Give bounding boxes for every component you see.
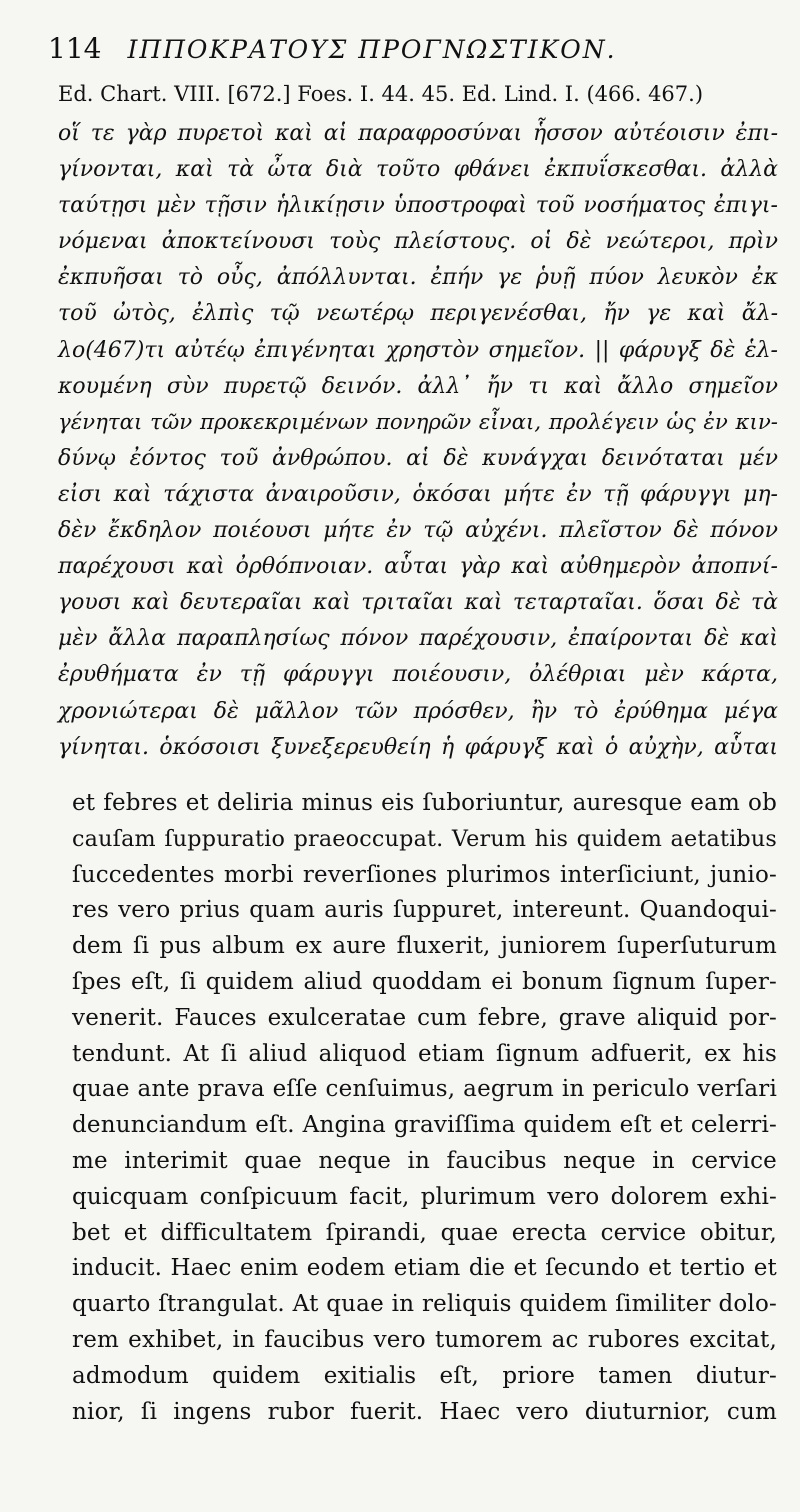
greek-line: δύνῳ ἐόντος τοῦ ἀνθρώπου. αἱ δὲ κυνάγχαι δεινόταται μέν	[58, 445, 778, 471]
latin-line: denunciandum eſt. Angina graviſſima quidem eſt et celerri-	[72, 1112, 777, 1139]
greek-line: νόμεναι ἀποκτείνουσι τοὺς πλείστους. οἱ δὲ νεώτεροι, πρὶν	[58, 229, 778, 255]
latin-line: cauſam ſuppuratio praeoccupat. Verum his quidem aetatibus	[72, 825, 777, 852]
latin-text-block	[72, 786, 777, 1430]
latin-line: tendunt. At ſi aliud aliquod etiam ſignum adfuerit, ex his	[72, 1040, 777, 1067]
latin-line: ſuccedentes morbi reverſiones plurimos interſiciunt, junio-	[72, 861, 777, 888]
greek-line: ταύτῃσι μὲν τῇσιν ἡλικίῃσιν ὑποστροφαὶ τοῦ νοσήματος ἐπιγι-	[58, 193, 778, 219]
greek-line: λο(467)τι αὐτέῳ ἐπιγένηται χρηστὸν σημεῖον. || φάρυγξ δὲ ἑλ-	[58, 337, 778, 363]
greek-line: γουσι καὶ δευτεραῖαι καὶ τριταῖαι καὶ τεταρταῖαι. ὅσαι δὲ τὰ	[58, 590, 778, 616]
latin-line: me interimit quae neque in faucibus neque in cervice	[72, 1147, 777, 1174]
greek-line: ἐρυθήματα ἐν τῇ φάρυγγι ποιέουσιν, ὀλέθριαι μὲν κάρτα,	[58, 662, 778, 688]
page-header	[48, 32, 768, 72]
latin-line: ſpes eſt, ſi quidem aliud quoddam ei bonum ſignum ſuper-	[72, 968, 777, 995]
edition-reference: Ed. Chart. VIII. [672.] Foes. I. 44. 45. Ed. Lind. I. (466. 467.)	[58, 82, 704, 106]
greek-line: δὲν ἔκδηλον ποιέουσι μήτε ἐν τῷ αὐχένι. πλεῖστον δὲ πόνον	[58, 518, 778, 544]
latin-line: inducit. Haec enim eodem etiam die et ſecundo et tertio et	[72, 1255, 777, 1282]
greek-line: οἵ τε γὰρ πυρετοὶ καὶ αἱ παραφροσύναι ἧσσον αὐτέοισιν ἐπι-	[58, 121, 778, 146]
latin-line: et febres et deliria minus eis ſuboriuntur, auresque eam ob	[72, 790, 777, 816]
latin-line: quarto ſtrangulat. At quae in reliquis quidem ſimiliter dolo-	[72, 1291, 777, 1318]
greek-line: κουμένη σὺν πυρετῷ δεινόν. ἀλλ᾽ ἤν τι καὶ ἄλλο σημεῖον	[58, 373, 778, 399]
greek-line: γίνηται. ὁκόσοισι ξυνεξερευθείη ἡ φάρυγξ καὶ ὁ αὐχὴν, αὗται	[58, 734, 778, 760]
latin-line: admodum quidem exitialis eſt, priore tamen diutur-	[72, 1362, 777, 1389]
greek-line: γένηται τῶν προκεκριμένων πονηρῶν εἶναι, προλέγειν ὡς ἐν κιν-	[58, 409, 778, 435]
page-number: 114	[48, 32, 102, 65]
latin-line: res vero prius quam auris ſuppuret, intereunt. Quandoqui-	[72, 897, 777, 924]
latin-line: quicquam conſpicuum facit, plurimum vero dolorem exhi-	[72, 1183, 777, 1210]
latin-line: rem exhibet, in faucibus vero tumorem ac rubores excitat,	[72, 1326, 777, 1353]
latin-line: quae ante prava eſſe cenſuimus, aegrum in periculo verſari	[72, 1076, 777, 1103]
greek-line: μὲν ἄλλα παραπλησίως πόνον παρέχουσιν, ἐπαίρονται δὲ καὶ	[58, 626, 778, 652]
greek-line: χρονιώτεραι δὲ μᾶλλον τῶν πρόσθεν, ἢν τὸ ἐρύθημα μέγα	[58, 698, 778, 724]
latin-line: dem ſi pus album ex aure fluxerit, juniorem ſuperſuturum	[72, 933, 777, 960]
greek-text-block	[58, 116, 778, 766]
latin-line: bet et difficultatem ſpirandi, quae erecta cervice obitur,	[72, 1219, 777, 1246]
running-title: ΙΠΠΟΚΡΑΤΟΥΣ ΠΡΟΓΝΩΣΤΙΚΟΝ.	[127, 35, 617, 64]
latin-line: venerit. Fauces exulceratae cum febre, grave aliquid por-	[72, 1004, 777, 1031]
greek-line: γίνονται, καὶ τὰ ὦτα διὰ τοῦτο φθάνει ἐκπυΐσκεσθαι. ἀλλὰ	[58, 157, 778, 183]
greek-line: ἐκπυῆσαι τὸ οὖς, ἀπόλλυνται. ἐπήν γε ῥυῇ πύον λευκὸν ἐκ	[58, 265, 778, 291]
greek-line: παρέχουσι καὶ ὀρθόπνοιαν. αὗται γὰρ καὶ αὐθημερὸν ἀποπνί-	[58, 554, 778, 580]
greek-line: εἰσι καὶ τάχιστα ἀναιροῦσιν, ὁκόσαι μήτε ἐν τῇ φάρυγγι μη-	[58, 481, 778, 507]
greek-line: τοῦ ὠτὸς, ἐλπὶς τῷ νεωτέρῳ περιγενέσθαι, ἤν γε καὶ ἄλ-	[58, 301, 778, 327]
latin-line: nior, ſi ingens rubor fuerit. Haec vero diuturnior, cum	[72, 1398, 777, 1425]
